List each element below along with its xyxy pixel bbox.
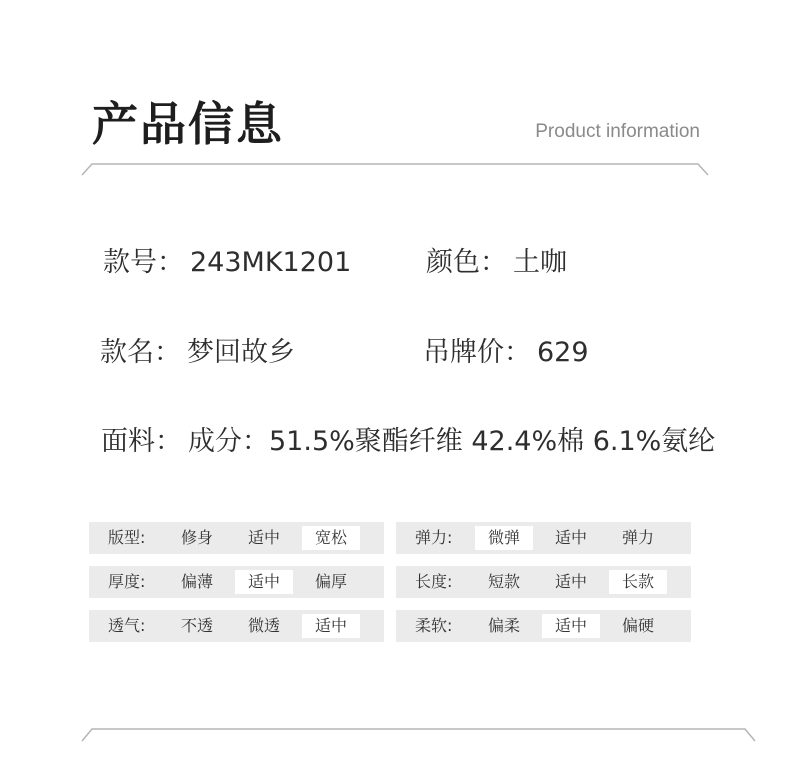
color-field <box>426 240 567 279</box>
attr-option: 偏硬 <box>621 616 654 635</box>
attr-option: 偏厚 <box>314 572 347 591</box>
attr-row-length <box>396 566 691 598</box>
attr-row-elasticity <box>396 522 691 554</box>
attr-label: 长度: <box>415 572 453 591</box>
style-name-label: 款名： <box>100 337 181 368</box>
attr-row-fit <box>89 522 384 554</box>
fabric-label: 面料： <box>101 426 182 457</box>
top-divider <box>0 160 790 180</box>
page-title: 产品信息 <box>92 97 284 151</box>
attr-option-selected: 长款 <box>609 570 667 594</box>
attr-option-selected: 宽松 <box>302 526 360 550</box>
attr-option: 弹力 <box>621 528 654 547</box>
attr-option: 微透 <box>247 616 280 635</box>
attr-label: 弹力: <box>415 528 453 547</box>
attr-option: 不透 <box>180 616 213 635</box>
style-name-field <box>100 330 295 369</box>
style-number-field <box>103 240 351 279</box>
attr-option: 短款 <box>487 572 520 591</box>
color-label: 颜色： <box>426 247 507 278</box>
attr-label: 透气: <box>108 616 146 635</box>
style-number-value: 243MK1201 <box>190 247 352 278</box>
attr-option: 适中 <box>554 528 587 547</box>
color-value: 土咖 <box>513 247 567 278</box>
attr-option-selected: 适中 <box>235 570 293 594</box>
attr-option: 适中 <box>554 572 587 591</box>
attr-label: 版型: <box>108 528 146 547</box>
page-subtitle: Product information <box>535 121 700 142</box>
bottom-divider <box>0 725 790 745</box>
attr-option-selected: 适中 <box>542 614 600 638</box>
attr-option-selected: 适中 <box>302 614 360 638</box>
attr-option: 偏薄 <box>180 572 213 591</box>
style-number-label: 款号： <box>103 247 184 278</box>
style-name-value: 梦回故乡 <box>187 337 295 368</box>
tag-price-value: 629 <box>537 337 589 368</box>
attr-option: 偏柔 <box>487 616 520 635</box>
tag-price-field <box>423 330 589 369</box>
fabric-value: 成分：51.5%聚酯纤维 42.4%棉 6.1%氨纶 <box>188 426 716 457</box>
fabric-field <box>101 419 715 458</box>
attr-option: 适中 <box>247 528 280 547</box>
attr-row-breathability <box>89 610 384 642</box>
tag-price-label: 吊牌价： <box>423 337 531 368</box>
attr-label: 柔软: <box>415 616 453 635</box>
attr-label: 厚度: <box>108 572 146 591</box>
attr-row-thickness <box>89 566 384 598</box>
attr-row-softness <box>396 610 691 642</box>
attr-option-selected: 微弹 <box>475 526 533 550</box>
attr-option: 修身 <box>180 528 213 547</box>
